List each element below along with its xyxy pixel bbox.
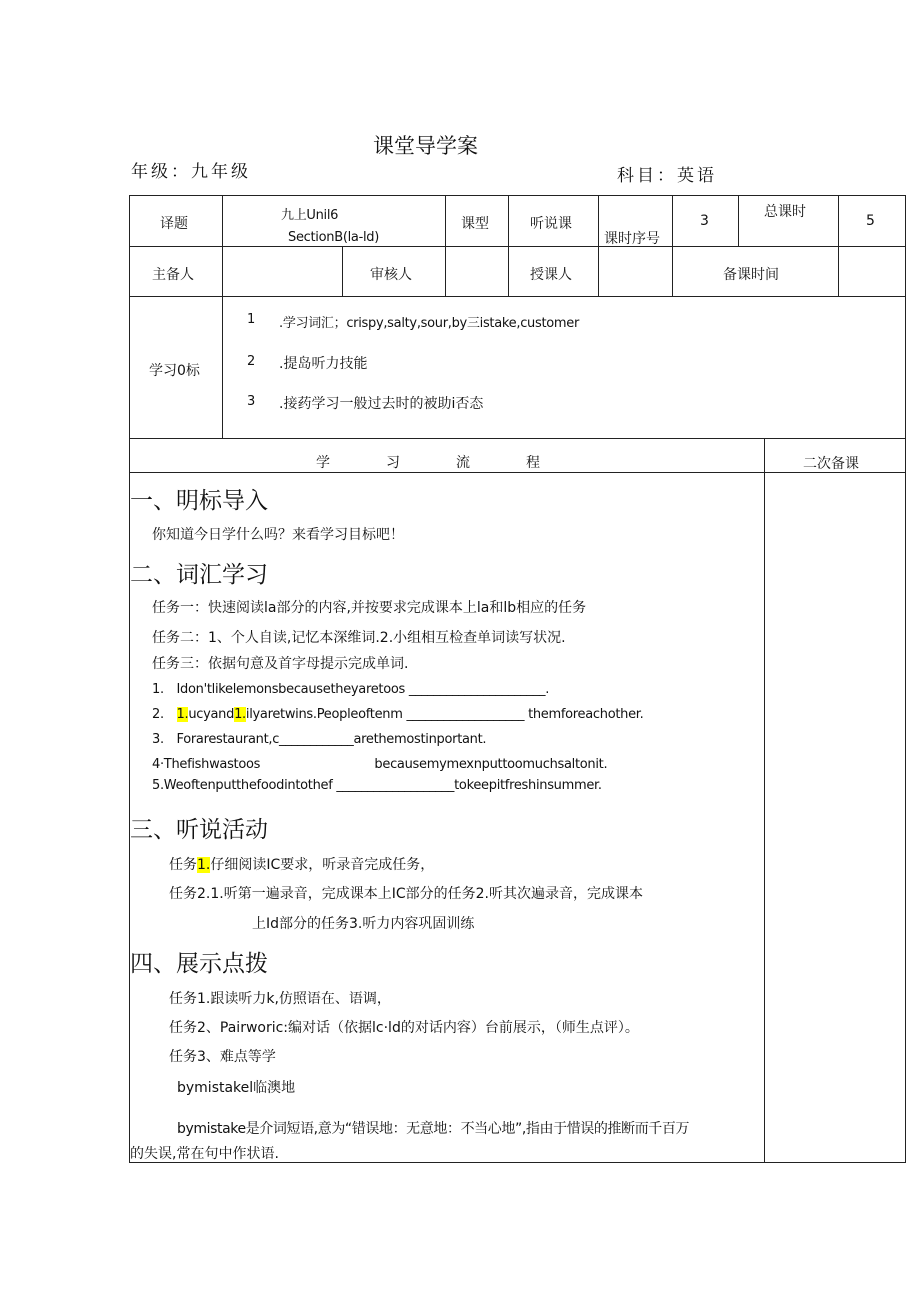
exercise-item <box>152 703 643 722</box>
goal-number: 2 <box>247 354 255 369</box>
topic-line2: SectionB(la-ld) <box>288 230 379 245</box>
goal-text: .接药学习一般过去时的被助i否态 <box>279 396 484 412</box>
seq-value: 3 <box>700 213 709 229</box>
side-header: 二次备课 <box>803 456 859 472</box>
type-value: 听说课 <box>530 216 572 232</box>
topic-line1: 九上Unil6 <box>281 208 339 223</box>
doc-title: 课堂导学案 <box>373 134 478 158</box>
table-border <box>342 246 343 296</box>
table-border <box>445 246 446 296</box>
seq-label: 课时序号 <box>604 231 660 247</box>
task-text <box>169 854 434 874</box>
exercise-item: 5.Weoftenputthefoodintothef ___________________tokeepitfreshinsummer. <box>152 778 602 793</box>
text: ucyand <box>188 707 235 722</box>
total-label: 总课时 <box>764 204 806 220</box>
highlight: 1. <box>176 707 189 722</box>
text: 任务 <box>169 857 197 873</box>
task-text: 任务二：1、个人自读,记忆本深维词.2.小组相互检查单词读写状况. <box>152 630 566 646</box>
text: 2. <box>152 707 177 722</box>
table-border <box>672 195 673 296</box>
table-border <box>129 296 906 297</box>
task-text: 任务2、Pairworic:编对话（依据lc·ld的对话内容）台前展示，（师生点评）。 <box>169 1020 639 1036</box>
subject-label: 科目：英语 <box>617 166 717 186</box>
exercise-item: 4·Thefishwastoos becausemymexnputtoomuchsaltonit. <box>152 757 608 772</box>
task-text: 任务三：依据句意及首字母提示完成单词. <box>152 656 409 672</box>
goal-text: .提岛听力技能 <box>279 356 368 372</box>
teacher-label: 授课人 <box>530 267 572 283</box>
type-label: 课型 <box>461 216 489 232</box>
prep-time-label: 备课时间 <box>723 267 779 283</box>
section-heading: 三、听说活动 <box>130 817 268 843</box>
highlight: 1. <box>234 707 246 722</box>
task-text: 上Id部分的任务3.听力内容巩固训练 <box>252 916 475 932</box>
table-border <box>764 438 765 1162</box>
text: 仔细阅读IC要求，听录音完成任务， <box>210 857 435 873</box>
text: ilyaretwins.Peopleoftenm ___________________ themforeachother. <box>245 707 644 722</box>
exercise-item: 3. Forarestaurant,c____________arethemostinportant. <box>152 732 487 747</box>
goal-text: .学习词汇；crispy,salty,sour,by三istake,customer <box>279 316 580 331</box>
table-border <box>738 195 739 246</box>
total-value: 5 <box>866 213 875 229</box>
section-heading: 四、展示点拨 <box>130 951 268 977</box>
flow-header: 学 习 流 程 <box>316 455 540 471</box>
grade-label: 年级：九年级 <box>131 162 251 182</box>
preparer-label: 主备人 <box>152 267 194 283</box>
table-border <box>129 195 130 1163</box>
table-border <box>129 472 906 473</box>
exercise-item: 1. Idon'tlikelemonsbecausetheyaretoos ______________________. <box>152 682 550 697</box>
task-text: 任务3、难点等学 <box>169 1049 276 1065</box>
task-text: 任务1.跟读听力k,仿照语在、语调， <box>169 991 391 1007</box>
paragraph: 的失误,常在句中作状语. <box>130 1146 279 1162</box>
table-border <box>598 195 599 296</box>
paragraph: bymistake是介词短语,意为“错误地：无意地：不当心地”,指由于惜误的推断而千百万 <box>177 1121 690 1137</box>
table-border <box>222 195 223 438</box>
goal-number: 3 <box>247 394 255 409</box>
goal-number: 1 <box>247 312 255 327</box>
section-heading: 一、明标导入 <box>130 488 268 514</box>
table-border <box>129 246 906 247</box>
task-text: 任务2.1.听第一遍录音，完成课本上IC部分的任务2.听其次遍录音，完成课本 <box>169 886 643 902</box>
task-text: 任务一：快速阅读la部分的内容,并按要求完成课本上la和lb相应的任务 <box>152 600 587 616</box>
table-border <box>508 195 509 296</box>
section-heading: 二、词汇学习 <box>130 562 268 588</box>
topic-label: 译题 <box>160 216 188 232</box>
reviewer-label: 审核人 <box>370 267 412 283</box>
highlight: 1. <box>197 857 211 873</box>
table-border <box>129 438 906 439</box>
paragraph: bymistakel临澳地 <box>177 1080 296 1096</box>
goals-label: 学习0标 <box>149 363 200 379</box>
table-border <box>129 195 906 196</box>
table-border <box>905 195 906 1163</box>
paragraph: 你知道今日学什么吗？来看学习目标吧！ <box>152 527 404 543</box>
table-border <box>445 195 446 246</box>
table-border <box>838 195 839 296</box>
